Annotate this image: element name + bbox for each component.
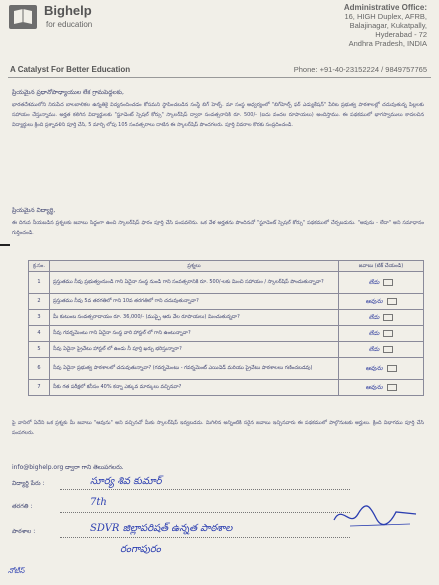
- handwritten-answer: ఆవును: [365, 297, 383, 305]
- question-text: మీ కుటుంబ సంవత్సరాదాయం రూ. 36,000/- (ముప్పై ఆరు వేల రూపాయలు) మించుతున్నదా?: [50, 310, 339, 326]
- handwritten-answer: లేదు: [368, 313, 380, 321]
- row-number: 1: [29, 272, 50, 294]
- table-row: [29, 380, 424, 396]
- margin-mark: [0, 244, 10, 246]
- row-number: 6: [29, 358, 50, 380]
- row-number: 3: [29, 310, 50, 326]
- phone-numbers: Phone: +91-40-23152224 / 9849757765: [293, 65, 427, 74]
- answer-cell[interactable]: [339, 326, 424, 342]
- handwritten-answer: లేదు: [368, 345, 380, 353]
- bighelp-logo-icon: [8, 4, 38, 30]
- question-text: నీవు గవర్నమెంటు గాని ఏదైనా సంస్థ వారి హాస్టల్ లో గాని ఉంటున్నావా?: [50, 326, 339, 342]
- student-name-label: విద్యార్థి పేరు :: [12, 480, 45, 487]
- row-number: 2: [29, 294, 50, 310]
- answer-checkbox[interactable]: [383, 314, 393, 321]
- answer-cell[interactable]: [339, 342, 424, 358]
- answer-checkbox[interactable]: [387, 365, 397, 372]
- column-header-answer: జవాబు (టిక్ చేయండి): [339, 261, 424, 272]
- answer-checkbox[interactable]: [383, 346, 393, 353]
- answer-cell[interactable]: [339, 294, 424, 310]
- handwritten-answer: ఆవును: [365, 383, 383, 391]
- contact-line: info@bighelp.org ద్వారా గాని తెలుపగలరు.: [12, 464, 124, 471]
- table-row: [29, 358, 424, 380]
- tagline: A Catalyst For Better Education: [10, 65, 131, 74]
- office-line: Balajinagar, Kukatpally,: [349, 21, 427, 30]
- signature-image: [330, 500, 420, 530]
- column-header-number: క్ర.సం.: [29, 261, 50, 272]
- answer-cell[interactable]: [339, 272, 424, 294]
- header-divider: [8, 77, 431, 78]
- school-value[interactable]: SDVR జిల్లాపరిషత్ ఉన్నత పాఠశాల: [90, 523, 233, 534]
- student-salutation: ప్రియమైన విద్యార్థి,: [12, 207, 56, 214]
- greeting: ప్రియమైన ప్రధానోపాధ్యాయుల లేక గ్రామపెద్దలకు,: [12, 89, 124, 96]
- class-line: [60, 512, 350, 513]
- question-text: ప్రస్తుతము నీవు 5వ తరగతిలో గాని 10వ తరగతిలో గాని చదువుతున్నావా?: [50, 294, 339, 310]
- office-title: Administrative Office:: [343, 3, 427, 12]
- class-label: తరగతి :: [12, 503, 33, 510]
- table-row: [29, 326, 424, 342]
- row-number: 7: [29, 380, 50, 396]
- handwritten-answer: లేదు: [368, 329, 380, 337]
- class-value[interactable]: 7th: [90, 497, 107, 508]
- brand-subtitle: for education: [46, 20, 93, 29]
- intro-paragraph: భారతదేశములోని నిరుపేద బాలబాలికల ఉన్నతికై విద్యనందించడం కోసమని స్థాపించబడిన సంస్థే బిగ్ హెల్ప్. మా సంస్థ ఆధ్వర్యంలో "బిగ్‌హెల్ప్ ఫర్ ఎడ్యుకేషన్" పేరిట ప్రభుత్వ పాఠశాలల్లో చదువుతున్న పిల్లలకు సహాయం చేస్తున్నాము. అర్హత కలిగిన విద్యార్థులకు "స్టూడెంట్ స్పెషల్ కోర్సు" స్కాలర్‌షిప్ ద్వారా సంవత్సరానికి రూ. 500/- (ఐదు వందల రూపాయలు) అందిస్తాము. ఈ పథకములో భాగస్వాములు కాదలచిన విద్యార్థులు క్రింది ప్రశ్నావళిని పూర్తి చేసి, 5 మార్చి లోపు 105 సంవత్సరాలు దాటిన ఈ స్కాలర్‌షిప్ పొందగలరు. పూర్తి వివరాల కొరకు సంప్రదించండి.: [12, 102, 424, 128]
- table-row: [29, 342, 424, 358]
- table-row: [29, 294, 424, 310]
- handwritten-answer: ఆవును: [365, 364, 383, 372]
- school-label: పాఠశాల :: [12, 528, 36, 535]
- office-line: 16, HIGH Duplex, AFRB,: [344, 12, 427, 21]
- instructions-paragraph: ఈ దిగువ నీయబడిన ప్రశ్నలకు జవాబు సిద్ధంగా ఉంచి స్కాలర్‌షిప్ ఫారం పూర్తి చేసి పంపవలెను. ఒక వేళ అర్హతను పొందినచో "స్టూడెంట్ స్పెషల్ కోర్సు" పథకములో చేర్చబడును. "ఆవును - లేదా" అని సమాధానం గుర్తించండి.: [12, 220, 424, 236]
- table-header-row: [29, 261, 424, 272]
- question-text: ప్రస్తుతము నీవు ప్రభుత్వంనుండి గాని ఏదైనా సంస్థ నుండి గాని సంవత్సరానికి రూ. 500/-లకు మించి సహాయం / స్కాలర్‌షిప్ పొందుతున్నావా?: [50, 272, 339, 294]
- brand-name: Bighelp: [44, 3, 92, 18]
- answer-cell[interactable]: [339, 380, 424, 396]
- row-number: 4: [29, 326, 50, 342]
- office-line: Andhra Pradesh, INDIA: [348, 39, 427, 48]
- column-header-questions: ప్రశ్నలు: [50, 261, 339, 272]
- answer-checkbox[interactable]: [383, 279, 393, 286]
- questionnaire-table: [28, 260, 424, 396]
- eligibility-note: పై వానిలో ఏదేని ఒక ప్రశ్నకు మీ జవాబు "ఆవును" అని వచ్చినచో మీకు స్కాలర్‌షిప్ ఇవ్వబడదు. మిగిలిన అన్నింటికి సరైన జవాబు ఇచ్చినవారు ఈ పథకములో పాల్గొనుటకు అర్హులు. క్రింది విభాగము పూర్తి చేసి పంపగలరు.: [12, 420, 424, 436]
- table-row: [29, 310, 424, 326]
- row-number: 5: [29, 342, 50, 358]
- student-name-value[interactable]: సూర్య శివ కుమార్: [90, 476, 162, 487]
- office-address: [237, 3, 427, 48]
- student-name-line: [60, 489, 350, 490]
- footer-handwritten-note: నోటీస్: [8, 567, 25, 575]
- school-village-value[interactable]: రంగాపురం: [120, 544, 161, 555]
- answer-cell[interactable]: [339, 358, 424, 380]
- answer-checkbox[interactable]: [387, 298, 397, 305]
- handwritten-answer: లేదు: [368, 278, 380, 286]
- office-line: Hyderabad - 72: [375, 30, 427, 39]
- answer-cell[interactable]: [339, 310, 424, 326]
- question-text: నీకు గత పరీక్షలో కనీసం 40% కన్నా ఎక్కువ మార్కులు వచ్చినవా?: [50, 380, 339, 396]
- answer-checkbox[interactable]: [383, 330, 393, 337]
- school-line: [60, 537, 350, 538]
- question-text: నీవు ఏదైనా ప్రభుత్వ పాఠశాలలో చదువుతున్నావా? (గవర్నమెంటు - గవర్నమెంట్ ఎయిడెడ్ మరియు ప్రైవేటు పాఠశాలలు గణించబడవు): [50, 358, 339, 380]
- question-text: నీవు ఏదైనా ప్రైవేటు హాస్టల్ లో ఉండు నీ పూర్తి ఖర్చు భరిస్తున్నారా?: [50, 342, 339, 358]
- table-row: [29, 272, 424, 294]
- answer-checkbox[interactable]: [387, 384, 397, 391]
